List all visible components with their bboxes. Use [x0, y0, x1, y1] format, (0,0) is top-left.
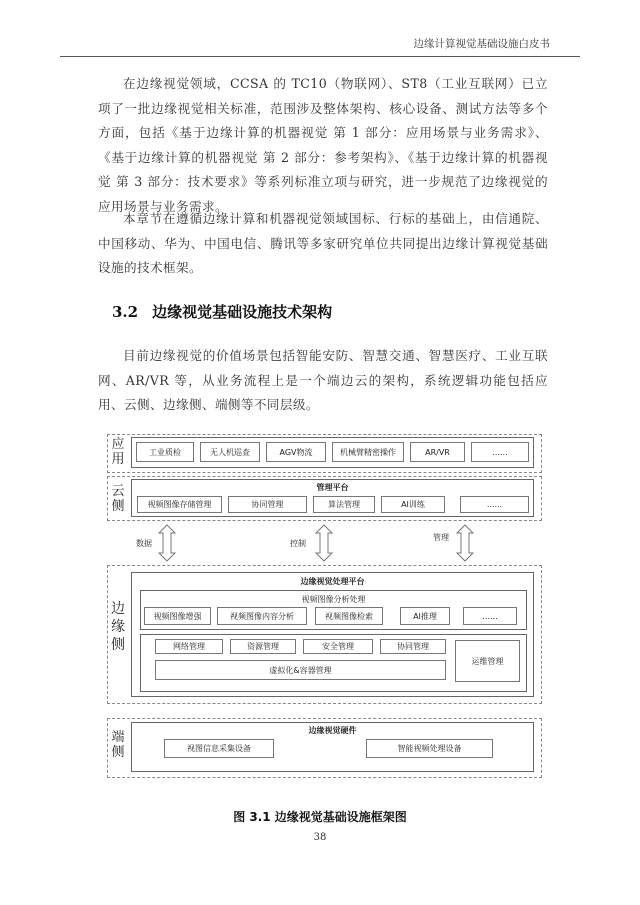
cloud-item: AI训练	[381, 496, 445, 513]
control-arrow-label: 控制	[290, 539, 306, 548]
device-layer-label: 端侧	[111, 730, 125, 760]
ops-management-box: 运维管理	[455, 640, 520, 682]
mgmt-item: 安全管理	[303, 639, 373, 654]
manage-arrow-shape	[457, 525, 473, 561]
cloud-layer-label: 云侧	[111, 484, 125, 514]
header-title: 边缘计算视觉基础设施白皮书	[413, 38, 550, 50]
paragraph-3: 目前边缘视觉的价值场景包括智能安防、智慧交通、智慧医疗、工业互联网、AR/VR 等，从业务流程上是一个端边云的架构，系统逻辑功能包括应用、云侧、边缘侧、端侧等不同层级。	[98, 348, 548, 412]
app-item: 工业质检	[136, 442, 194, 462]
cloud-platform-title: 管理平台	[316, 483, 349, 492]
analysis-title: 视频图像分析处理	[301, 595, 366, 604]
control-arrow-shape	[316, 525, 332, 561]
analysis-item: ......	[463, 607, 517, 625]
cloud-item: 视频图像存储管理	[137, 496, 222, 513]
figure-caption: 图 3.1 边缘视觉基础设施框架图	[233, 810, 407, 824]
app-item: 无人机巡查	[200, 442, 260, 462]
mgmt-item: 网络管理	[155, 639, 223, 654]
analysis-item: AI推理	[400, 607, 450, 625]
edge-platform-title: 边缘视觉处理平台	[300, 577, 365, 586]
app-item: ......	[471, 442, 529, 462]
manage-arrow-label: 管理	[433, 533, 449, 542]
page-number: 38	[313, 832, 327, 843]
paragraph-2: 本章节在遵循边缘计算和机器视觉领域国标、行标的基础上，由信通院、中国移动、华为、中国电信、腾讯等多家研究单位共同提出边缘计算视觉基础设施的技术框架。	[98, 211, 548, 275]
section-title: 边缘视觉基础设施技术架构	[152, 303, 333, 321]
mgmt-item: 协同管理	[380, 639, 446, 654]
cloud-item: ......	[460, 496, 529, 513]
device-item: 智能视频处理设备	[366, 739, 493, 758]
app-item: 机械臂精密操作	[332, 442, 404, 462]
cloud-item: 协同管理	[228, 496, 307, 513]
analysis-item: 视频图像增强	[144, 607, 211, 625]
app-layer-label: 应用	[111, 437, 125, 467]
mgmt-item: 资源管理	[230, 639, 296, 654]
data-arrow-shape	[159, 525, 175, 561]
app-item: AGV物流	[266, 442, 326, 462]
edge-layer-label: 边缘侧	[111, 601, 125, 653]
device-hardware-title: 边缘视觉硬件	[308, 726, 357, 735]
analysis-item: 视频图像检索	[315, 607, 383, 625]
app-item: AR/VR	[410, 442, 465, 462]
device-item: 视图信息采集设备	[164, 739, 274, 758]
analysis-item: 视频图像内容分析	[217, 607, 307, 625]
section-number: 3.2	[112, 303, 139, 321]
paragraph-1: 在边缘视觉领域，CCSA 的 TC10（物联网）、ST8（工业互联网）已立项了一批边缘视觉相关标准，范围涉及整体架构、核心设备、测试方法等多个方面，包括《基于边缘计算的机器视觉 第 1 部分：应用场景与业务需求》、《基于边缘计算的机器视觉 第 2 部分：参考架构》、《基于边缘计算的机器视觉 第 3 部分：技术要求》等系列标准立项与研究，进一步规范了边缘视觉的应用场景与业务需求。	[98, 76, 548, 214]
virtualization-box: 虚拟化&容器管理	[155, 660, 446, 680]
cloud-item: 算法管理	[313, 496, 375, 513]
data-arrow-label: 数据	[136, 539, 152, 548]
